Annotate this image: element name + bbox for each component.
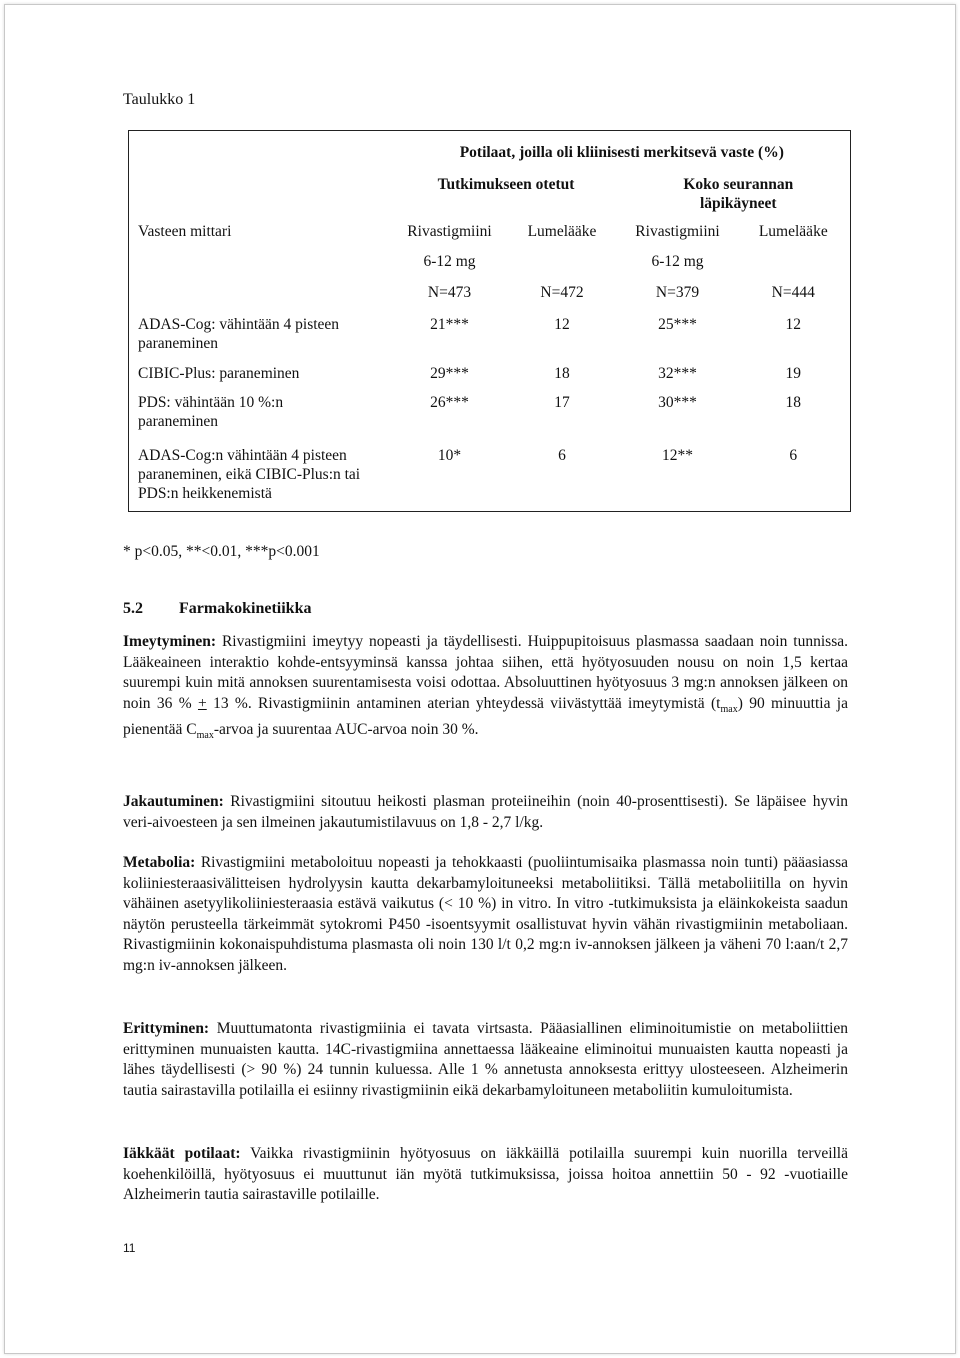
paragraph-text: ) 90 minuuttia ja pienentää C (123, 694, 848, 739)
cell-value: 30*** (658, 393, 697, 411)
page-number: 11 (123, 1241, 136, 1255)
paragraph-text: 13 %. Rivastigmiinin antaminen aterian yhteydessä viivästyttää imeytymistä (t (206, 694, 721, 712)
col-dose-3: 6-12 mg (651, 252, 704, 270)
cell-value: 18 (554, 364, 570, 382)
cell-value: 21*** (430, 315, 469, 333)
col-dose-1: 6-12 mg (423, 252, 476, 270)
table-empty-cell (129, 169, 394, 219)
cell-value: 12 (554, 315, 570, 333)
subscript-max: max (720, 703, 738, 715)
cell-value: 26*** (430, 393, 469, 411)
table-row (129, 390, 851, 444)
paragraph-heading: Erittyminen: (123, 1020, 210, 1037)
cell-value: 12** (662, 446, 693, 464)
cell-value: 25*** (658, 315, 697, 333)
table-row (129, 360, 851, 390)
col-n-3: N=379 (655, 283, 700, 301)
table-row (129, 308, 851, 360)
col-drug-3: Rivastigmiini (635, 222, 720, 240)
row-label: CIBIC-Plus: paraneminen (138, 364, 300, 382)
results-table (128, 130, 851, 512)
paragraph-excretion (123, 1019, 848, 1101)
page-sheet (4, 4, 956, 1354)
paragraph-distribution (123, 792, 848, 833)
section-title: Farmakokinetiikka (179, 600, 312, 617)
col-n-2: N=472 (540, 283, 584, 301)
cell-value: 19 (785, 364, 802, 382)
section-number: 5.2 (123, 600, 143, 617)
row-label: ADAS-Cog: vähintään 4 pisteen paraneminen (138, 315, 340, 352)
table-caption: Taulukko 1 (123, 91, 196, 108)
subscript-max: max (196, 730, 214, 742)
cell-value: 32*** (658, 364, 697, 382)
group-header-itt: Tutkimukseen otetut (437, 175, 575, 193)
paragraph-text: Rivastigmiini metaboloituu nopeasti ja tehokkaasti (puoliintumisaika plasmassa noin tunti) pääasiassa koliiniesteraasivälitteisen hydrolyysin kautta dekarbamyloituneeksi metaboliitiksi. Tällä metaboliitilla on hyvin vähäinen asetyylikoliiniesteraasia estävä vaikutus (< 10 %) in vitro. In vitro -tutkimuksista ja eläinkokeista saadun näytön perusteella tärkeimmät sytokromi P450 -isoentsyymit osallistuvat hyvin vähän rivastigmiinin metaboliaan. Rivastigmiinin kokonaispuhdistuma plasmasta oli noin 130 l/t 0,2 mg:n iv-annoksen jälkeen ja väheni 70 l:aan/t 2,7 mg:n iv-annoksen jälkeen. (123, 854, 848, 974)
table-footnote: * p<0.05, **<0.01, ***p<0.001 (123, 543, 320, 560)
paragraph-text: Rivastigmiini sitoutuu heikosti plasman proteiineihin (noin 40-prosenttisesti). Se läpäisee hyvin veri-aivoesteen ja sen ilmeinen jakautumistilavuus on 1,8 - 2,7 l/kg. (123, 793, 848, 831)
col-dose-2 (506, 249, 619, 278)
col-n-1: N=473 (427, 283, 472, 301)
paragraph-text: Muuttumatonta rivastigmiinia ei tavata virtsasta. Pääasiallinen eliminoitumistie on metaboliittien erittyminen munuaisten kautta. 14C-rivastigmiina annettaessa lääkeaine eliminoitui munuaisten kautta nopeasti ja lähes täydellisesti (> 90 %) 24 tunnin kuluessa. Alle 1 % annetusta annoksesta erittyy ulosteeseen. Alzheimerin tautia sairastavilla potilailla ei esiinny rivastigmiinin eikä dekarbamyloituneen metaboliitin kumuloitumista. (123, 1020, 848, 1099)
col-n-4: N=444 (771, 283, 815, 301)
paragraph-absorption (123, 632, 848, 747)
measure-header: Vasteen mittari (138, 222, 232, 240)
cell-value: 10* (437, 446, 462, 464)
plus-minus-sign: + (197, 694, 207, 712)
cell-value: 6 (558, 446, 566, 464)
paragraph-elderly (123, 1144, 848, 1206)
cell-value: 17 (554, 393, 570, 411)
paragraph-metabolism (123, 853, 848, 976)
cell-value: 18 (785, 393, 802, 411)
paragraph-heading: Jakautuminen: (123, 793, 224, 810)
paragraph-heading: Iäkkäät potilaat: (123, 1145, 241, 1162)
row-label: ADAS-Cog:n vähintään 4 pisteen paraneminen, eikä CIBIC-Plus:n tai PDS:n heikkenemistä (138, 446, 361, 502)
col-drug-1: Rivastigmiini (407, 222, 492, 240)
table-row (129, 444, 851, 512)
paragraph-text: Rivastigmiini imeytyy nopeasti ja täydellisesti. Huippupitoisuus plasmassa saadaan noin tunnissa. Lääkeaineen interaktio kohde-entsyyminsä kanssa johtaa siihen, että hyötyosuuden nousu on noin 1,5 kertaa suurempi kuin mitä annoksen suurentamisesta voisi odottaa. Absoluuttinen hyötyosuus 3 mg:n annoksen jälkeen on noin 36 % (123, 633, 848, 712)
paragraph-heading: Imeytyminen: (123, 633, 216, 650)
group-header-completers: Koko seurannan läpikäyneet (683, 175, 794, 212)
paragraph-text: -arvoa ja suurentaa AUC-arvoa noin 30 %. (213, 721, 479, 739)
cell-value: 29*** (430, 364, 469, 382)
col-drug-2: Lumelääke (527, 222, 597, 240)
cell-value: 6 (789, 446, 798, 464)
paragraph-text: Vaikka rivastigmiinin hyötyosuus on iäkkäillä potilailla suurempi kuin nuorilla terveillä koehenkilöillä, hyötyosuus ei muuttunut iän myötä tutkimuksissa, joissa hoitoa annettiin 50 - 92 -vuotiaille Alzheimerin tautia sairastaville potilaille. (123, 1145, 848, 1203)
col-dose-4 (737, 249, 851, 278)
col-drug-4: Lumelääke (758, 222, 828, 240)
cell-value: 12 (785, 315, 802, 333)
row-label: PDS: vähintään 10 %:n paraneminen (138, 393, 284, 430)
table-corner-cell (129, 131, 394, 169)
table-main-header: Potilaat, joilla oli kliinisesti merkitsevä vaste (%) (459, 144, 784, 161)
paragraph-heading: Metabolia: (123, 854, 196, 871)
